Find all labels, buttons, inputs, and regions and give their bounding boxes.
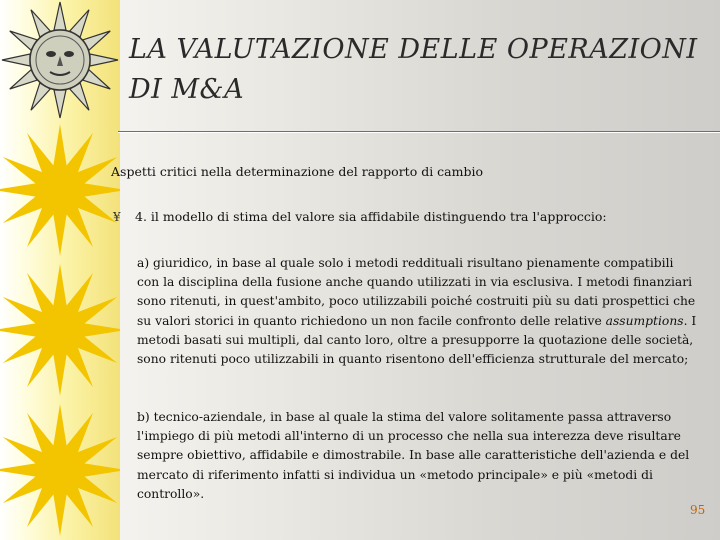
bullet-icon: ¥ [113,210,121,224]
title-divider [118,131,720,132]
page-number: 95 [690,503,706,517]
slide-title [129,30,709,110]
paragraph-a-part-2: . I metodi basati sui multipli, dal canto loro, oltre a presupporre la quotazione delle società, sono ritenuti poco utilizzabili in quanto risentono dell'efficienza strutturale del mercato; [137,313,697,367]
sun-icon [0,120,120,260]
slide-title-line-2: DI M&A [129,74,245,105]
sun-face-icon [0,0,120,120]
paragraph-b: b) tecnico-aziendale, in base al quale la stima del valore solitamente passa attraverso l'impiego di più metodi all'interno di un processo che nella sua interezza deve risultare sempre obiettivo, affidabile e dimostrabile. In base alle caratteristiche dell'azienda e del mercato di riferimento infatti si individua un «metodo principale» e più «metodi di controllo». [137,410,690,501]
paragraph-a-italic-term: assumptions [605,313,684,328]
bullet-text: 4. il modello di stima del valore sia affidabile distinguendo tra l'approccio: [135,209,607,224]
paragraph-a [137,254,697,369]
slide-title-line-1: LA VALUTAZIONE DELLE OPERAZIONI [129,34,698,65]
sun-icon [0,260,120,400]
bullet-item [113,209,693,224]
section-subtitle: Aspetti critici nella determinazione del rapporto di cambio [111,164,484,179]
sun-icon [0,400,120,540]
paragraph-a-part-1: a) giuridico, in base al quale solo i metodi reddituali risultano pienamente compatibili con la disciplina della fusione anche quando utilizzati in via esclusiva. I metodi finanziari sono ritenuti, in quest'ambito, poco utilizzabili poiché costruiti più su dati prospettici che su valori storici in quanto richiedono un non facile confronto delle relative [137,256,696,328]
